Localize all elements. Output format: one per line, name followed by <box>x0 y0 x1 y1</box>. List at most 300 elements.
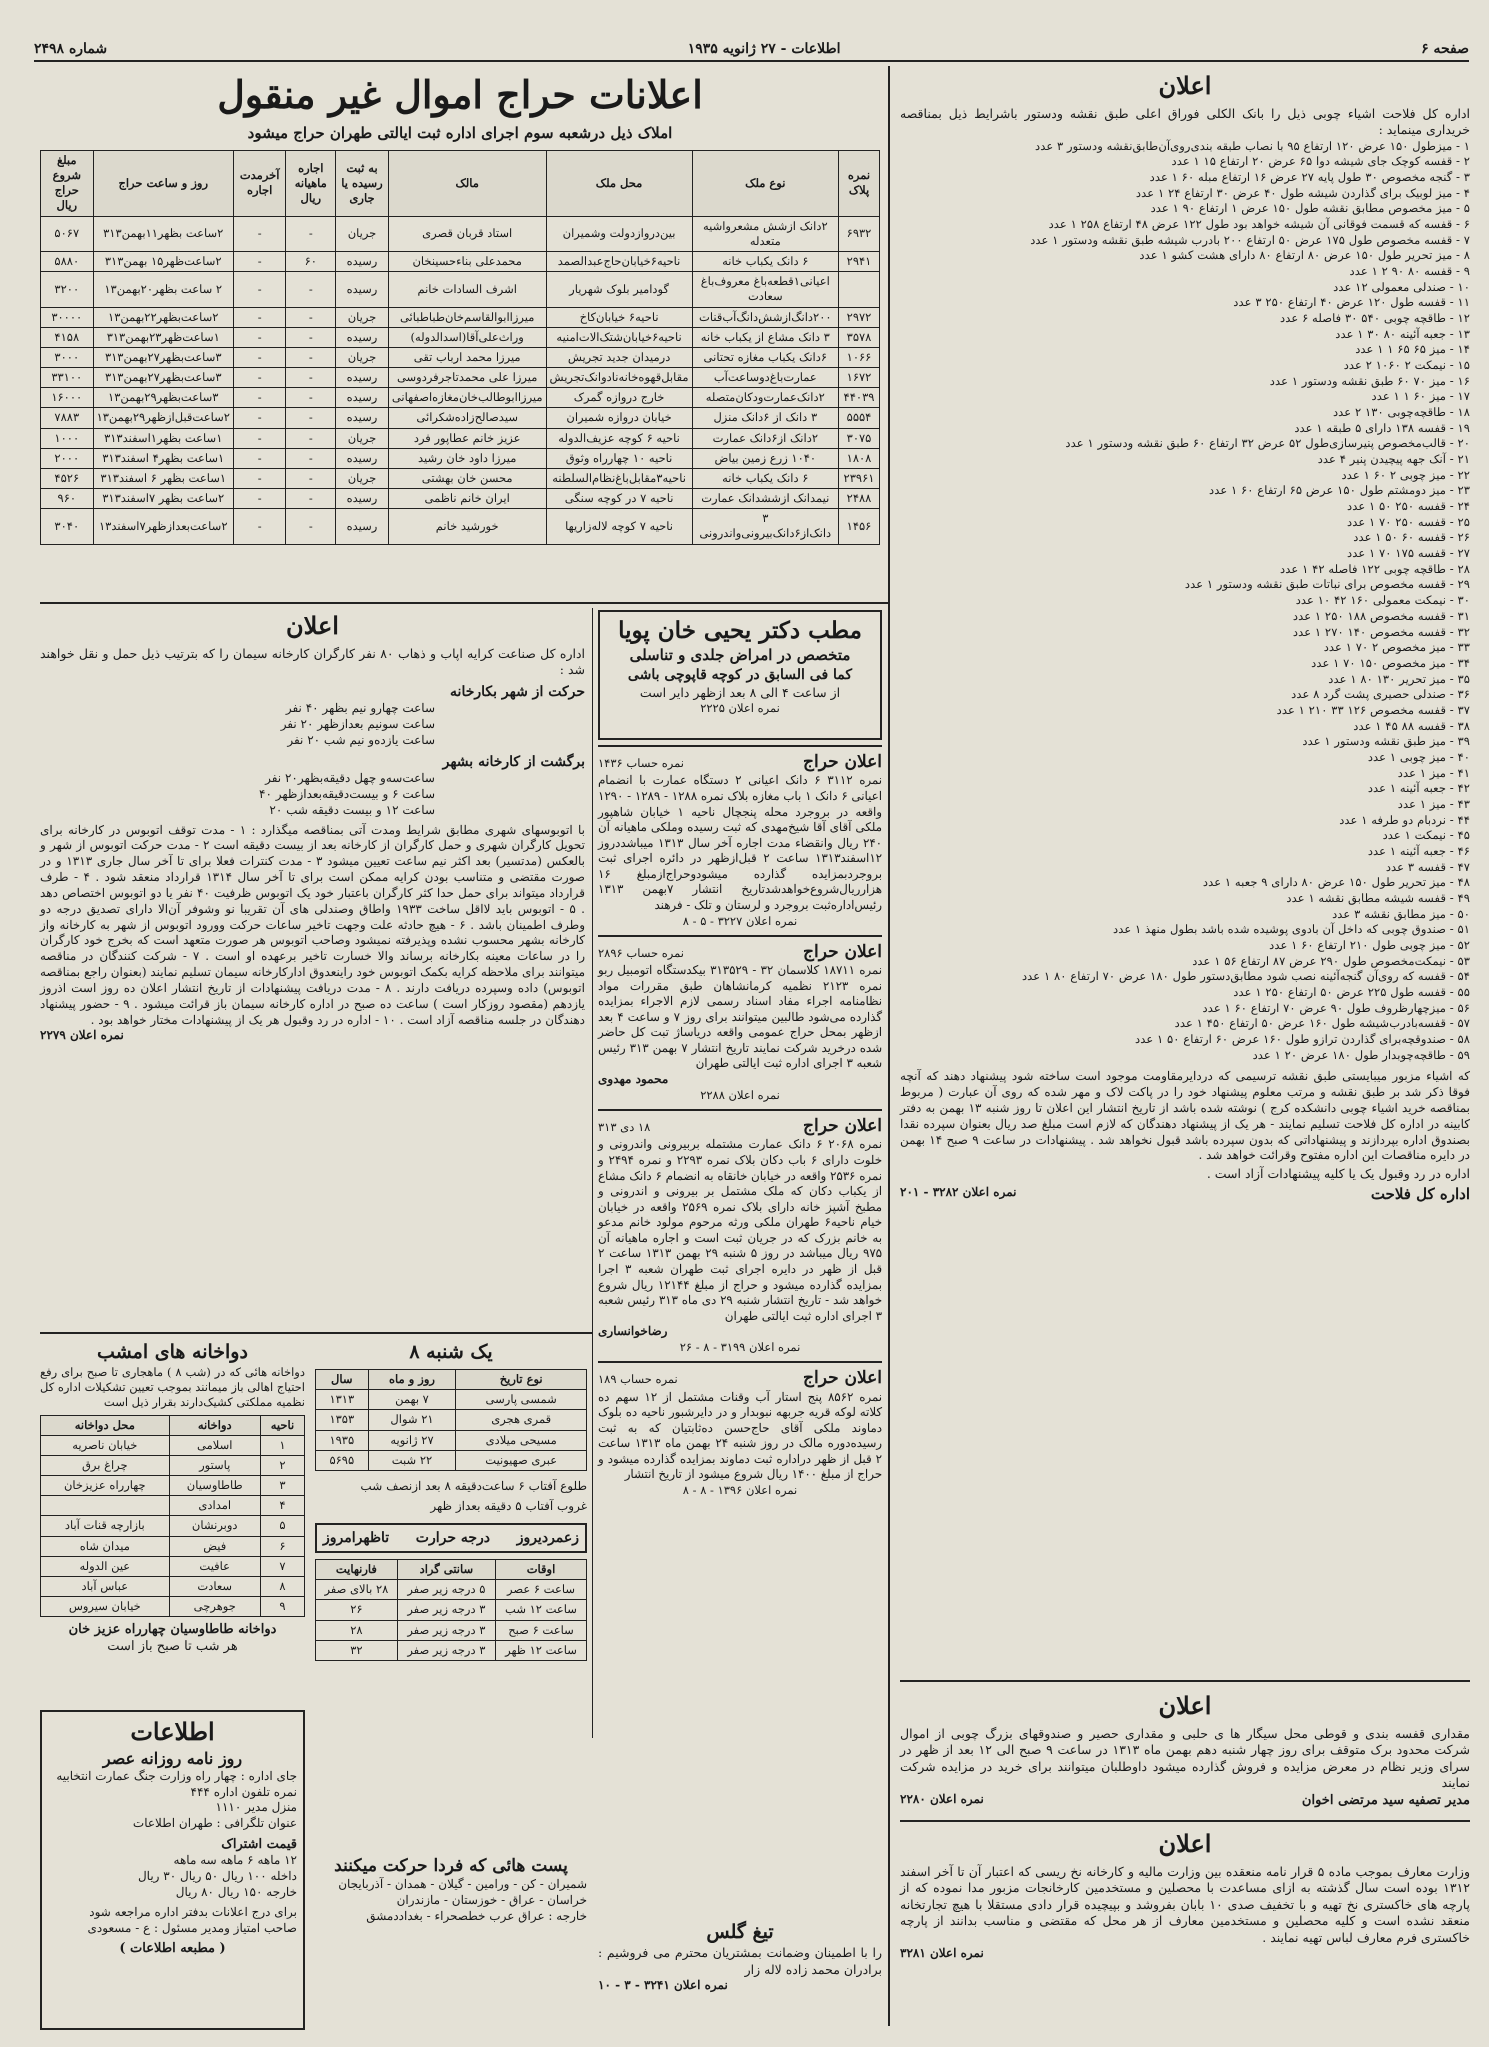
table-cell: ناحیه ۶ کوچه عزیف‌الدوله <box>546 428 692 448</box>
table-cell: استاد قربان قصری <box>388 216 546 251</box>
blade-body: را با اطمینان وضمانت بمشتریان محترم می فروشیم : برادران محمد زاده لاله زار <box>598 1945 882 1977</box>
auction-column-header: به ثبت رسیده یا جاری <box>336 150 389 216</box>
table-cell: مقابل‌قهوه‌خانه‌نادوانک‌تجریش <box>546 368 692 388</box>
table-cell: - <box>286 347 336 367</box>
table-cell: ۱ <box>260 1435 304 1455</box>
small-auction-title: اعلان حراج <box>803 941 882 962</box>
small-auction-signature: محمود مهدوی <box>598 1072 669 1087</box>
table-cell: - <box>286 307 336 327</box>
table-cell: ۳ <box>260 1476 304 1496</box>
table-cell: ۳ درجه زیر صفر <box>397 1600 495 1620</box>
small-auction-ad <box>598 1109 882 1355</box>
factory-ad-title: اعلان <box>286 611 339 640</box>
table-cell: ۲دانک از۶دانک عمارت <box>692 428 838 448</box>
table-cell: ناحیه۶ خیابان‌کاخ <box>546 307 692 327</box>
table-cell: امدادی <box>169 1496 260 1516</box>
table-cell: عمارت‌باغ‌دوساعت‌آب <box>692 368 838 388</box>
table-cell: خیابان دروازه شمیران <box>546 408 692 428</box>
table-cell: بین‌دروازدولت وشمیران <box>546 216 692 251</box>
pharmacy-header-row <box>41 1415 305 1435</box>
factory-times-back <box>40 771 585 818</box>
table-cell: ۵۵۵۴ <box>839 408 880 428</box>
table-cell: ۷ <box>260 1556 304 1576</box>
table-cell: ۵ <box>260 1516 304 1536</box>
table-row <box>41 1496 305 1516</box>
list-item: ۱۰ - صندلی معمولی ۱۲ عدد <box>1333 279 1470 294</box>
list-item: ۴۵ - نیمکت ۱ عدد <box>1382 828 1470 843</box>
table-cell: - <box>233 489 286 509</box>
table-cell: میرزا علی محمدتاجرفردوسی <box>388 368 546 388</box>
education-ad <box>900 1828 1470 1962</box>
table-cell: ۳ درجه زیر صفر <box>397 1620 495 1640</box>
table-cell: ۲۸ <box>316 1620 398 1640</box>
table-cell: - <box>233 388 286 408</box>
small-auction-head <box>598 941 882 963</box>
list-item: ۸ - میز تحریر طول ۱۵۰ عرض ۸۰ ارتفاع ۸۰ دارای هشت کشو ۱ عدد <box>1139 248 1470 263</box>
table-cell: اسلامی <box>169 1435 260 1455</box>
list-item: ۲۵ - قفسه ۲۵۰ ۷۰ ۱ عدد <box>1346 514 1470 529</box>
table-cell: فیض <box>169 1536 260 1556</box>
table-cell: ناحیه۶خیابان‌شتک‌الات‌امنیه <box>546 327 692 347</box>
table-cell: - <box>286 216 336 251</box>
table-cell: ۵۶۹۵ <box>316 1450 369 1470</box>
table-cell: ناحیه۳مقابل‌باغ‌نظام‌السلطنه <box>546 468 692 488</box>
factory-sub1: حرکت از شهر بکارخانه <box>450 683 585 700</box>
table-cell: سعادت <box>169 1576 260 1596</box>
calendar-column-header: روز و ماه <box>368 1370 456 1390</box>
post-box <box>315 1855 587 1925</box>
sunset: غروب آفتاب ۵ دقیقه بعداز ظهر <box>430 1498 587 1513</box>
auction-column-header: مالک <box>388 150 546 216</box>
list-item: ۳۹ - میز طبق نقشه ودستور ۱ عدد <box>1302 734 1470 749</box>
time-line: ساعت ۶ و بیست‌دقیقه‌بعدازظهر ۴۰ <box>259 786 435 801</box>
list-item: ۵۰ - میز مطابق نقشه ۳ عدد <box>1332 906 1470 921</box>
table-cell: ۵ درجه زیر صفر <box>397 1580 495 1600</box>
ettelaat-address: جای اداره : چهار راه وزارت جنگ عمارت انتخابیه <box>56 1768 297 1783</box>
small-auctions <box>598 745 882 1504</box>
table-cell: ۶ <box>260 1536 304 1556</box>
list-item: ۱۱ - قفسه طول ۱۲۰ عرض ۴۰ ارتفاع ۲۵۰ ۳ عدد <box>1233 295 1470 310</box>
weather-column-header: فارنهایت <box>316 1560 398 1580</box>
small-auction-ref: نمره اعلان ۲۲۸۸ <box>700 1087 780 1102</box>
table-cell: ۲۰۰دانگ‌ازشش‌دانگ‌آب‌قنات <box>692 307 838 327</box>
table-cell: ساعت ۱۲ ظهر <box>495 1640 586 1660</box>
table-cell: ۹ <box>260 1597 304 1617</box>
table-cell: ۶ دانک یکباب خانه <box>692 468 838 488</box>
ettelaat-title: اطلاعات <box>130 1717 215 1746</box>
ad2-ref: نمره اعلان ۲۲۸۰ <box>900 1791 984 1806</box>
list-item: ۴۷ - قفسه ۳ عدد <box>1385 859 1470 874</box>
post-line-3: خارجه : عراق عرب خطصحراء - بغداددمشق <box>366 1909 587 1924</box>
list-item: ۳۴ - میز مخصوص ۱۵۰ ۷۰ ۱ عدد <box>1311 655 1470 670</box>
table-cell: دوبرنشان <box>169 1516 260 1536</box>
table-row <box>316 1640 587 1660</box>
doctor-ad <box>598 610 882 740</box>
ad2-title: اعلان <box>1158 1691 1212 1720</box>
table-cell: ۲۰۰۰ <box>41 448 94 468</box>
table-cell: چراغ برق <box>41 1455 170 1475</box>
ettelaat-box <box>40 1710 305 2030</box>
list-item: ۴۰ - میز چوبی ۱ عدد <box>1367 749 1470 764</box>
divider <box>900 1820 1470 1822</box>
calendar-title: یک شنبه ۸ <box>409 1341 493 1363</box>
pharmacy-table <box>40 1415 305 1618</box>
table-cell: میرزاابوالقاسم‌خان‌طباطبائی <box>388 307 546 327</box>
table-cell: ۲۸ بالای صفر <box>316 1580 398 1600</box>
weather-column-header: سانتی گراد <box>397 1560 495 1580</box>
table-cell: ۲۳۹۶۱ <box>839 468 880 488</box>
doctor-title: مطب دکتر یحیی خان پویا <box>618 617 862 644</box>
list-item: ۱۵ - نیمکت ۲ ۱۰۶۰ ۲ عدد <box>1343 358 1470 373</box>
calendar-header-row <box>316 1370 587 1390</box>
table-cell: ۳۲۰۰ <box>41 272 94 307</box>
price-title: قیمت اشتراک <box>221 1837 297 1853</box>
auction-body <box>41 216 880 544</box>
table-cell: محمدعلی بناءحسینخان <box>388 251 546 271</box>
pharmacy-title: دواخانه های امشب <box>97 1341 248 1363</box>
furniture-items <box>900 139 1470 1064</box>
table-cell: عزیز خانم عطاپور فرد <box>388 428 546 448</box>
list-item: ۴۶ - جعبه آئینه ۱ عدد <box>1367 843 1470 858</box>
auction-column-header: نمره پلاک <box>839 150 880 216</box>
small-auction-tag: ۱۸ دی ۳۱۳ <box>598 1120 651 1135</box>
table-cell: - <box>286 468 336 488</box>
table-cell: ۴۴۰۳۹ <box>839 388 880 408</box>
list-item: ۱۶ - میز ۷۰ ۶۰ طبق نقشه ودستور ۱ عدد <box>1269 373 1470 388</box>
table-cell: ۲ ساعت بظهر۲۰بهمن۱۳ <box>93 272 233 307</box>
table-cell: خیابان ناصریه <box>41 1435 170 1455</box>
table-cell: میرزا داود خان رشید <box>388 448 546 468</box>
table-cell: عافیت <box>169 1556 260 1576</box>
column-divider <box>888 66 890 2026</box>
price-row-2: داخله ۱۰۰ ریال ۵۰ ریال ۳۰ ریال <box>137 1869 297 1884</box>
table-row <box>41 408 880 428</box>
table-cell: ۲۱ شوال <box>368 1410 456 1430</box>
table-cell: ۲دانک ازشش مشعرواشیه متعدله <box>692 216 838 251</box>
table-row <box>41 272 880 307</box>
table-cell: ۹۶۰ <box>41 489 94 509</box>
page-number: صفحه ۶ <box>1421 40 1469 57</box>
table-cell: ۲۲ شبت <box>368 1450 456 1470</box>
list-item: ۲۲ - میز چوبی ۲ ۶۰ ۱ عدد <box>1341 467 1470 482</box>
table-cell: ۲۹۴۱ <box>839 251 880 271</box>
small-auction-tag: نمره حساب ۱۴۳۶ <box>598 756 684 770</box>
small-auction-ref: نمره اعلان ۱۳۹۶ - ۸ - ۸ <box>682 1483 798 1498</box>
list-item: ۵۶ - میزچهارظروف طول ۹۰ عرض ۷۰ ارتفاع ۶۰ ۱ عدد <box>1202 1000 1470 1015</box>
table-cell: - <box>286 272 336 307</box>
list-item: ۱۳ - جعبه آئینه ۸۰ ۳۰ ۱ عدد <box>1335 326 1470 341</box>
pharmacy-body <box>41 1435 305 1617</box>
table-cell: ۲ساعت‌قبل‌ازظهر۲۹بهمن۱۳ <box>93 408 233 428</box>
table-cell: ۱۰۰۰ <box>41 428 94 448</box>
calendar-box <box>315 1340 587 1661</box>
small-auction-ad <box>598 935 882 1103</box>
table-row <box>41 428 880 448</box>
factory-ad <box>40 610 585 1044</box>
calendar-table <box>315 1369 587 1471</box>
list-item: ۴۹ - قفسه شیشه مطابق نقشه ۱ عدد <box>1286 890 1470 905</box>
table-row <box>41 251 880 271</box>
table-row <box>316 1580 587 1600</box>
list-item: ۲۴ - قفسه ۲۵۰ ۵۰ ۱ عدد <box>1346 499 1470 514</box>
table-cell: عین الدوله <box>41 1556 170 1576</box>
table-cell: خارج دروازه گمرک <box>546 388 692 408</box>
table-cell: ۳۰۰۰۰ <box>41 307 94 327</box>
list-item: ۲۷ - قفسه ۱۷۵ ۷۰ ۱ عدد <box>1346 546 1470 561</box>
list-item: ۵۹ - طاقچه‌چوبدار طول ۱۸۰ عرض ۲۰ ۱ عدد <box>1252 1047 1470 1062</box>
table-cell: - <box>286 428 336 448</box>
table-cell: ۲ساعت‌بظهر۲۲بهمن۱۳ <box>93 307 233 327</box>
table-row <box>41 1597 305 1617</box>
table-row <box>316 1450 587 1470</box>
calendar-column-header: سال <box>316 1370 369 1390</box>
table-cell: ۲۶ <box>316 1600 398 1620</box>
table-row <box>41 347 880 367</box>
table-row <box>41 468 880 488</box>
list-item: ۲۳ - میز دومشتم طول ۱۵۰ عرض ۶۵ ارتفاع ۶۰ ۱ عدد <box>1208 483 1470 498</box>
table-cell: رسیده <box>336 448 389 468</box>
table-cell: - <box>233 468 286 488</box>
table-cell: ۳۰۴۰ <box>41 509 94 544</box>
pharmacy-footer1: دواخانه طاطاوسیان چهارراه عزیز خان <box>68 1622 277 1638</box>
auction-column-header: روز و ساعت حراج <box>93 150 233 216</box>
table-cell: طاطاوسیان <box>169 1476 260 1496</box>
table-cell: خیابان سیروس <box>41 1597 170 1617</box>
table-cell: ۱ساعت بظهر۴ اسفند۳۱۳ <box>93 448 233 468</box>
table-row <box>41 448 880 468</box>
calendar-body <box>316 1390 587 1471</box>
table-cell: ۱۳۱۳ <box>316 1390 369 1410</box>
issue-number: شماره ۲۴۹۸ <box>34 40 108 57</box>
table-cell: خورشید خانم <box>388 509 546 544</box>
table-cell <box>839 272 880 307</box>
table-cell: ۲۹۷۲ <box>839 307 880 327</box>
table-cell: میرزا محمد ارباب تقی <box>388 347 546 367</box>
small-auction-title: اعلان حراج <box>803 1116 882 1137</box>
table-cell: - <box>233 251 286 271</box>
weather-table <box>315 1559 587 1661</box>
furniture-ad-intro: اداره کل فلاحت اشیاء چوبی ذیل را بانک الکلی فوراق اعلی طبق نقشه ودستور باشرایط ذیل بمناقصه خریداری مینماید : <box>900 105 1470 138</box>
list-item: ۷ - قفسه مخصوص طول ۱۷۵ عرض ۵۰ ارتفاع ۲۰۰ بادرب شیشه طبق نقشه ودستور ۱ عدد <box>1030 232 1470 247</box>
table-cell: جریان <box>336 428 389 448</box>
list-item: ۲۰ - قالب‌مخصوص پنیرسازی‌طول ۵۲ عرض ۳۲ ارتفاع ۶۰ طبق نقشه ودستور ۱ عدد <box>1065 436 1470 451</box>
ad3-title: اعلان <box>1158 1829 1212 1858</box>
table-cell: شمسی پارسی <box>456 1390 587 1410</box>
time-line: ساعت سونیم بعدازظهر ۲۰ نفر <box>280 716 435 731</box>
pharmacy-box <box>40 1340 305 1656</box>
auction-title: اعلانات حراج اموال غیر منقول <box>217 72 703 117</box>
table-cell: ۱۶۰۰۰ <box>41 388 94 408</box>
ettelaat-subtitle: روز نامه روزانه عصر <box>102 1748 243 1768</box>
table-cell: ناحیه ۱۰ چهارراه وثوق <box>546 448 692 468</box>
ad2-body: مقداری قفسه بندی و قوطی محل سیگار ها ی حلبی و مقداری حصیر و صندوقهای بزرگ چوبی از اموال شرکت محدود برک متوقف برای روز چهار شنبه دهم بهمن ماه ۱۳۱۳ در ساعت ۹ صبح الی ۱۲ بعد از ظهر در سرای وزیر نظام در معرض مزایده و فروش گذارده میشود داوطلبان میتوانند برای خرید در مزایده شرکت نمایند <box>900 1725 1470 1791</box>
table-cell: قمری هجری <box>456 1410 587 1430</box>
table-cell: ۳۰۰۰ <box>41 347 94 367</box>
list-item: ۱۸ - طاقچه‌چوبی ۱۳۰ ۲ عدد <box>1332 405 1470 420</box>
table-cell: ۲۴۸۸ <box>839 489 880 509</box>
table-cell: ۶۹۳۲ <box>839 216 880 251</box>
table-cell: ۱۹۳۵ <box>316 1430 369 1450</box>
weather-header-row <box>316 1560 587 1580</box>
small-auction-title: اعلان حراج <box>803 1368 882 1389</box>
furniture-ad <box>900 70 1470 1205</box>
table-cell: میدان شاه <box>41 1536 170 1556</box>
ad2-signature: مدیر تصفیه سید مرتضی اخوان <box>1301 1792 1470 1808</box>
list-item: ۳۶ - صندلی حصیری پشت گرد ۸ عدد <box>1291 687 1470 702</box>
table-cell: میرزاابوطالب‌خان‌مغازه‌اصفهانی <box>388 388 546 408</box>
table-cell: ۳ دانک مشاع از یکباب خانه <box>692 327 838 347</box>
table-cell: رسیده <box>336 251 389 271</box>
table-cell <box>41 1496 170 1516</box>
table-cell: ۳ دانک از ۶دانک منزل <box>692 408 838 428</box>
table-row <box>41 509 880 544</box>
list-item: ۳۲ - قفسه مخصوص ۱۴۰ ۲۷۰ ۱ عدد <box>1292 624 1470 639</box>
table-cell: ۳۵۷۸ <box>839 327 880 347</box>
price-row-3: خارجه ۱۵۰ ریال ۸۰ ریال <box>175 1884 297 1899</box>
ad3-body: وزارت معارف بموجب ماده ۵ قرار نامه منعقده بین وزارت مالیه و کارخانه نخ ریسی که اعتبار آن تا آخر اسفند ۱۳۱۲ بوده است سال گذشته به ازای مساعدت با محصلین و مستخدمین کارخانجات مزبور مدا نموده که از پارچه های خاکستری نخ تهیه و با تخفیف صدی ۱۰ بابان بفروشد و بپیچیده قرار دادی مستقلا با هیچ تجارتخانه منعقد نشده است و کلیه محصلین و مستخدمین معارف از هر محل که مقتضی و مناسب بدانند از پارچه خاکستری فرم معارف لباس تهیه نمایند . <box>900 1863 1470 1945</box>
furniture-ad-signature: اداره کل فلاحت <box>1370 1184 1470 1203</box>
auction-column-header: محل ملک <box>546 150 692 216</box>
table-cell: ۱۶۷۲ <box>839 368 880 388</box>
table-cell: - <box>233 509 286 544</box>
table-cell: - <box>286 509 336 544</box>
factory-ad-ref: نمره اعلان ۲۲۷۹ <box>40 1028 124 1043</box>
table-cell: ناحیه ۷ در کوچه سنگی <box>546 489 692 509</box>
table-cell: ناحیه‌۶خیابان‌حاج‌عبدالصمد <box>546 251 692 271</box>
factory-times-out <box>40 701 585 748</box>
table-cell: محسن خان بهشتی <box>388 468 546 488</box>
blade-ref: نمره اعلان ۳۲۴۱ - ۳ - ۱۰ <box>598 1978 728 1993</box>
small-auction-ad <box>598 1361 882 1498</box>
table-cell: ۳ساعت‌بظهر۲۷بهمن۳۱۳ <box>93 347 233 367</box>
ettelaat-footer: برای درج اعلانات بدفتر اداره مراجعه شود <box>89 1904 297 1919</box>
blade-title: تیغ گلس <box>706 1921 774 1943</box>
table-row <box>41 1536 305 1556</box>
table-cell: ساعت ۱۲ شب <box>495 1600 586 1620</box>
doctor-specialty: متخصص در امراض جلدی و تناسلی <box>629 646 851 665</box>
table-cell: ۲ساعت‌ظهر۱۵ بهمن۳۱۳ <box>93 251 233 271</box>
price-row-1: ۱۲ ماهه ۶ ماهه سه ماهه <box>173 1853 297 1868</box>
small-auction-ref: نمره اعلان ۳۱۹۹ - ۸ - ۲۶ <box>679 1340 801 1355</box>
list-item: ۳۱ - قفسه مخصوص ۱۸۸ ۲۵۰ ۱ عدد <box>1292 608 1470 623</box>
blade-ad <box>598 1920 882 1994</box>
page-header <box>34 38 1469 62</box>
small-auction-body: نمره ۸۵۶۲ پنج استار آب وقنات مشتمل از ۱۲ سهم ده کلاته لوکه قریه جربهه نبوبدار و در دایرشبور ناحیه ده بلوک دماوند ملکی آقای حاج‌حسن ده‌ثابتیان که به ثبت رسیده‌دوره مالک در روز شنبه ۲۴ بهمن ماه ۱۳۱۳ ساعت ۲ قبل از ظهر دراداره ثبت دماوند بمزایده گذارده میشود و حراج از مبلغ ۱۴۰۰ ریال شروع میشود از تاریخ انتشار <box>598 1389 883 1482</box>
temp-title: درجه حرارت <box>415 1529 491 1546</box>
table-cell: ۳۳۱۰۰ <box>41 368 94 388</box>
list-item: ۲۶ - قفسه ۶۰ ۵۰ ۱ عدد <box>1353 530 1470 545</box>
doctor-ref: نمره اعلان ۲۲۲۵ <box>700 701 780 716</box>
list-item: ۵۱ - صندوق چوبی که داخل آن بادوی پوشیده شده باشد بطول منهذ ۱ عدد <box>1112 922 1470 937</box>
table-cell: ۱ساعت بظهر ۶ اسفند۳۱۳ <box>93 468 233 488</box>
pharmacy-footer2: هر شب تا صبح باز است <box>107 1639 238 1655</box>
small-auction-head <box>598 1115 882 1137</box>
list-item: ۴ - میز لوبیک برای گذاردن شیشه طول ۴۰ عرض ۳۰ ارتفاع ۲۴ ۱ عدد <box>1135 185 1470 200</box>
list-item: ۴۴ - نردبام دو طرفه ۱ عدد <box>1339 812 1470 827</box>
table-row <box>41 388 880 408</box>
table-cell: ۲ساعت‌بعدازظهر۷اسفند۱۳ <box>93 509 233 544</box>
table-cell: ۱ساعت بظهر۱اسفند۳۱۳ <box>93 428 233 448</box>
list-item: ۱۹ - قفسه ۱۳۸ دارای ۵ طبقه ۱ عدد <box>1294 420 1470 435</box>
table-cell: ۱۸۰۸ <box>839 448 880 468</box>
list-item: ۱ - میزطول ۱۵۰ عرض ۱۲۰ ارتفاع ۹۵ با نصاب طبقه بندی‌روی‌آن‌طابق‌نقشه ودستور ۳ عدد <box>1035 138 1470 153</box>
table-cell: - <box>233 327 286 347</box>
list-item: ۴۳ - میز ۱ عدد <box>1397 796 1470 811</box>
factory-sub2: برگشت از کارخانه بشهر <box>442 753 585 770</box>
furniture-ad-body: که اشیاء مزبور میبایستی طبق نقشه ترسیمی که دردایرمقاومت موجود است ساخته شود پیشنهاد دهند که آنچه فوقا ذکر شد بر طبق نقشه و مرتب معلوم پیشنهاد خود را در پاکت لاک و مهر شده که روی آن عبارت ( مربوط بمناقصه خرید اشیاء چوبی دانشکده کرج ) نوشته شده باشد از تاریخ انتشار این اعلان تا روز شنبه ۱۳ بهمن به دفتر کابینه در اداره کل فلاحت تسلیم نمایند - هر یک از پیشنهاد دهندگان که لازم است مبلغ صد ریال بعنوان سپرده نقدا بصندوق اداره بپردازند و پیشنهاداتی که بدون سپرده باشد قبول نخواهد شد . پیشنهادات در ساعت ۹ صبح ۱۴ بهمن در دایره مناقصات این اداره مفتوح وقرائت خواهد شد . <box>900 1069 1471 1163</box>
table-cell: رسیده <box>336 489 389 509</box>
table-cell: سیدصالح‌زاده‌شکرائی <box>388 408 546 428</box>
small-auction-tag: نمره حساب ۲۸۹۶ <box>598 945 684 960</box>
small-auction-body: نمره ۲۰۶۸ ۶ دانک عمارت مشتمله بربیرونی واندرونی و خلوت دارای ۶ باب دکان بلاک نمره ۲۲۹۳ و نمره ۲۴۹۴ و نمره ۲۵۳۶ واقعه در خیابان خانقاه به انضمام ۶ دانک مشاع از یکباب دکان که ملک مشتمل بر بیرونی و اندرونی و مطبخ آشپز خانه دارای بلاک نمره ۲۵۶۹ واقعه در خیابان خیام ناحیه۶ طهران ملکی ورثه مرحوم مولود خانم مدعو به خانم بزرک که در جریان ثبت است و اجاره ماهیانه آن ۹۷۵ ریال میباشد در روز ۵ شنبه ۲۹ بهمن ۱۳۱۳ ساعت ۲ قبل از ظهر در دایره اجرای ثبت طهران شعبه ۳ اجرا بمزایده گذارده میشود و حراج از مبلغ ۱۲۱۴۴ ریال شروع خواهد شد - تاریخ انتشار شنبه ۲۹ دی ماه ۳۱۳ رئیس شعبه ۳ اجرای اداره ثبت ایالتی طهران <box>598 1137 883 1323</box>
furniture-ad-closing: اداره در رد وقبول یک یا کلیه پیشنهادات آزاد است . <box>1206 1166 1470 1182</box>
table-cell: - <box>233 307 286 327</box>
table-cell: - <box>286 448 336 468</box>
table-cell: - <box>233 448 286 468</box>
list-item: ۳۸ - قفسه ۸۸ ۴۵ ۱ عدد <box>1353 718 1470 733</box>
table-cell: ۳ساعت‌بظهر۲۹بهمن۱۳ <box>93 388 233 408</box>
list-item: ۲۱ - آنک جهه پیچیدن پنیر ۴ عدد <box>1317 452 1470 467</box>
ad3-ref: نمره اعلان ۳۲۸۱ <box>900 1946 984 1961</box>
table-cell: ۱۰۶۶ <box>839 347 880 367</box>
table-cell: اشرف السادات خانم <box>388 272 546 307</box>
table-cell: ۱۰۴۰ زرع زمین بیاض <box>692 448 838 468</box>
list-item: ۳۷ - قفسه مخصوص ۱۲۶ ۳۳ ۲۱۰ ۱ عدد <box>1276 702 1470 717</box>
divider <box>40 1332 592 1334</box>
table-row <box>316 1410 587 1430</box>
table-cell: - <box>233 347 286 367</box>
table-cell: ۳ساعت‌بظهر۲۷بهمن۳۱۳ <box>93 368 233 388</box>
table-cell: جریان <box>336 216 389 251</box>
column-divider <box>592 608 593 1738</box>
table-cell: ۳۲ <box>316 1640 398 1660</box>
list-item: ۳۵ - میز تحریر ۱۳۰ ۸۰ ۱ عدد <box>1328 671 1470 686</box>
table-cell: ۴۵۲۶ <box>41 468 94 488</box>
table-row <box>316 1600 587 1620</box>
table-cell: ۶ دانک یکباب خانه <box>692 251 838 271</box>
doctor-location: کما فی السابق در کوچه قاپوچی باشی <box>627 667 853 684</box>
table-cell: ۲ساعت بظهر۱۱بهمن۳۱۳ <box>93 216 233 251</box>
table-cell: - <box>233 428 286 448</box>
table-cell: - <box>286 489 336 509</box>
small-auction-title: اعلان حراج <box>803 752 882 772</box>
table-row <box>41 1455 305 1475</box>
table-row <box>316 1620 587 1640</box>
list-item: ۶ - قفسه که قسمت فوقانی آن شیشه خواهد بود طول ۱۲۲ عرض ۴۸ ارتفاع ۲۵۸ ۱ عدد <box>1048 217 1470 232</box>
table-cell: رسیده <box>336 368 389 388</box>
table-cell: گودامیر بلوک شهریار <box>546 272 692 307</box>
table-cell: پاستور <box>169 1455 260 1475</box>
table-row <box>41 1476 305 1496</box>
table-row <box>41 1435 305 1455</box>
table-cell: رسیده <box>336 388 389 408</box>
list-item: ۳۰ - نیمکت معمولی ۱۶۰ ۴۲ ۱۰ عدد <box>1295 593 1470 608</box>
list-item: ۵۸ - صندوقچه‌برای گذاردن ترازو طول ۱۶۰ عرض ۶۰ ارتفاع ۵۰ ۱ عدد <box>1135 1031 1470 1046</box>
pharmacy-column-header: محل دواخانه <box>41 1415 170 1435</box>
pharmacy-column-header: ناحیه <box>260 1415 304 1435</box>
table-cell: ۳ دانک‌از۶دانک‌بیرونی‌واندرونی <box>692 509 838 544</box>
auction-column-header: نوع ملک <box>692 150 838 216</box>
table-row <box>41 327 880 347</box>
table-cell: ایران خانم ناظمی <box>388 489 546 509</box>
post-line-2: خراسان - عراق - خوزستان - مازندران <box>396 1893 587 1908</box>
factory-ad-body: با اتوبوسهای شهری مطابق شرایط ومدت آتی بمناقصه میگذارد : ۱ - مدت توقف اتوبوس در کارخانه برای تحویل کارگران شهری و حمل کارگران از کارخانه بعد از بیست دقیقه است ۲ - مدت حرکت اتوبوس از شهر و بالعکس (مدتسیر) بعد اکثر نیم ساعت تعیین میشود ۳ - مدت کنترات فعلا برای تا آخر سال جاری ۱۳۱۳ و در صورت مقتضی و متناسب بودن کرایه ممکن است برای تا آخر سال ۱۳۱۴ قرارداد منعقد شود . ۴ - طرف قرارداد میتواند برای حمل حدا کثر کارگران باعتبار خود یک اتوبوس ظرفیت ۴۰ نفر یا دو اتوبوس اختصاص دهد . ۵ - اتوبوس باید لااقل ساخت ۱۹۳۳ واطاق وصندلی های آن تقریبا نو وشوفر آن‌الا دارای تصدیق درجه دو وطرف اطمینان باشد . ۶ - هیچ حادثه علت وجهت تاخیر ساعات حرکت وورود اتوبوس از شهر به کارخانه واز کارخانه بشهر محسوب نشده وپذیرفته نمیشود وصاحب اتوبوس هر صورت متعهد است که بخرج خود کارگران را در ساعات معینه بکارخانه برساند والا خسارت تاخیر برعهده او است . ۷ - شرکت کنندگان در مناقصه میتوانند برای ملاحظه کرایه بکمک اتوبوس خود راینعدوق ادارکارخانه سیمان تسلیم نمایند (بعنوان راجع بمناقصه اتوبوس) داده وسپرده دریافت دارند . ۸ - مدت دریافت پیشنهادات از تاریخ انتشار اعلان ده روز است اذروز یازدهم (مقصود روزکار است ) ساعت ده صبح در اداره کارخانه سیمان باز قرائت میشود . ۹ - حضور پیشنهاد دهندگان در جلسه مناقصه آزاد است . ۱۰ - اداره در رد وقبول هر یک از پیشنهادات مختار خواهد بود . <box>40 822 586 1027</box>
table-cell: ۲ساعت بظهر ۷اسفند۳۱۳ <box>93 489 233 509</box>
list-item: ۹ - قفسه ۸۰ ۹۰ ۲ ۱ عدد <box>1349 264 1470 279</box>
temp-cell-right: زعمردیروز <box>516 1529 579 1546</box>
table-cell: رسیده <box>336 327 389 347</box>
table-cell: ۲۷ ژانویه <box>368 1430 456 1450</box>
